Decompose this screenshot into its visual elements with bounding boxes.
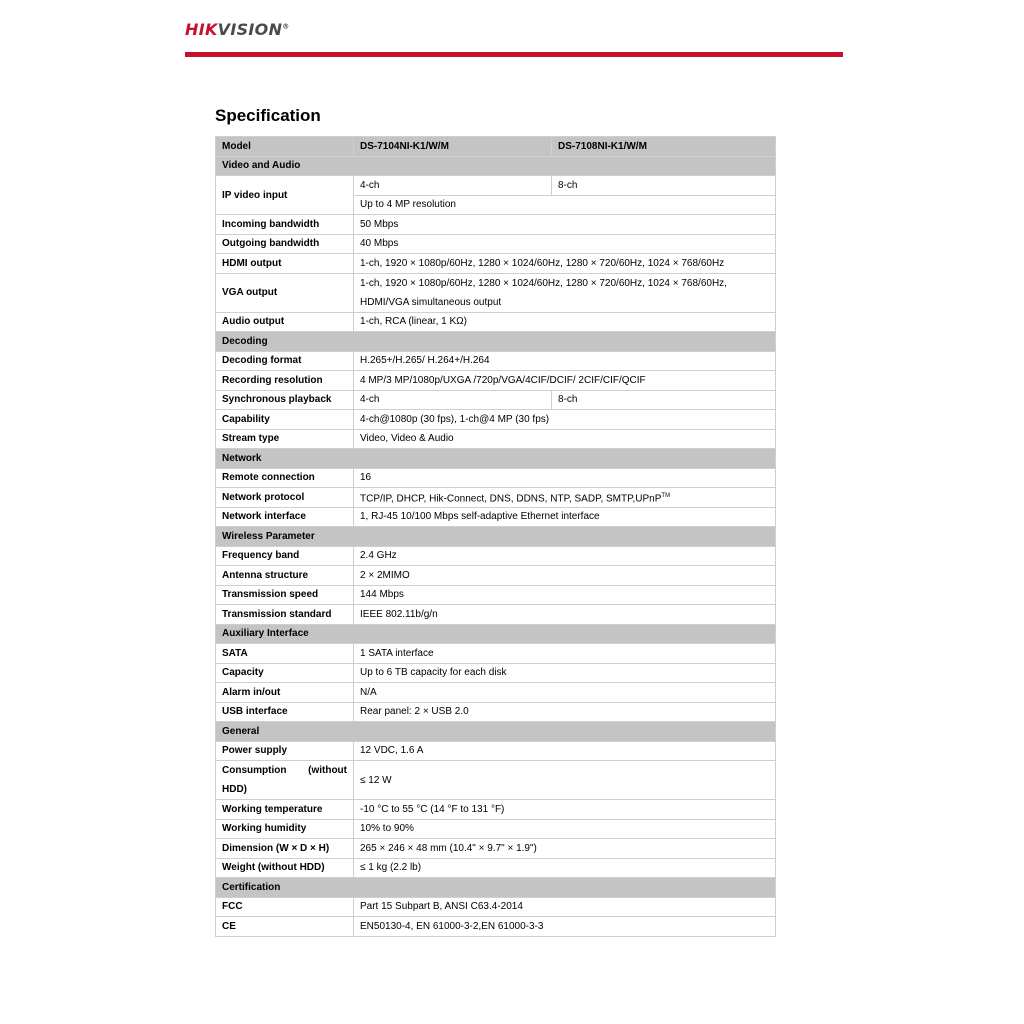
row-value-b: 8-ch xyxy=(552,176,776,196)
table-header-row xyxy=(216,137,776,157)
row-value: 12 VDC, 1.6 A xyxy=(354,741,776,761)
row-label: CE xyxy=(216,917,354,937)
table-row xyxy=(216,897,776,917)
table-row xyxy=(216,254,776,274)
row-value: Rear panel: 2 × USB 2.0 xyxy=(354,702,776,722)
table-row xyxy=(216,390,776,410)
section-title: Wireless Parameter xyxy=(216,527,776,547)
row-value: ≤ 12 W xyxy=(354,761,776,800)
table-row xyxy=(216,215,776,235)
row-label: Stream type xyxy=(216,429,354,449)
row-label: Network interface xyxy=(216,507,354,527)
row-value: Video, Video & Audio xyxy=(354,429,776,449)
section-title: Auxiliary Interface xyxy=(216,624,776,644)
row-value-text: TCP/IP, DHCP, Hik-Connect, DNS, DDNS, NTP, SADP, SMTP,UPnP xyxy=(360,492,662,504)
row-value xyxy=(354,488,776,508)
table-row xyxy=(216,800,776,820)
table-row xyxy=(216,410,776,430)
section-title: Certification xyxy=(216,878,776,898)
row-label: Incoming bandwidth xyxy=(216,215,354,235)
table-row xyxy=(216,644,776,664)
table-row xyxy=(216,234,776,254)
table-row xyxy=(216,488,776,508)
section-row xyxy=(216,332,776,352)
row-label: HDMI output xyxy=(216,254,354,274)
table-row xyxy=(216,546,776,566)
row-label: Transmission standard xyxy=(216,605,354,625)
row-label: Dimension (W × D × H) xyxy=(216,839,354,859)
row-value-a: 4-ch xyxy=(354,390,552,410)
section-row xyxy=(216,527,776,547)
page-title: Specification xyxy=(215,106,321,125)
table-row xyxy=(216,605,776,625)
section-title: Network xyxy=(216,449,776,469)
table-row xyxy=(216,702,776,722)
table-row xyxy=(216,741,776,761)
section-row xyxy=(216,878,776,898)
row-label-word: Consumption xyxy=(222,765,287,776)
row-label-line: HDD) xyxy=(222,784,247,795)
row-label: Capability xyxy=(216,410,354,430)
section-row xyxy=(216,449,776,469)
section-title: Video and Audio xyxy=(216,156,776,176)
row-label: Working humidity xyxy=(216,819,354,839)
model-b-header: DS-7108NI-K1/W/M xyxy=(552,137,776,157)
specification-table xyxy=(215,136,776,937)
row-label: Network protocol xyxy=(216,488,354,508)
row-label: VGA output xyxy=(216,273,354,312)
row-value-line: 1-ch, 1920 × 1080p/60Hz, 1280 × 1024/60Hz, 1280 × 720/60Hz, 1024 × 768/60Hz, xyxy=(360,277,727,289)
row-value: Up to 4 MP resolution xyxy=(354,195,776,215)
table-row xyxy=(216,683,776,703)
row-label: Antenna structure xyxy=(216,566,354,586)
row-label: Power supply xyxy=(216,741,354,761)
row-label: SATA xyxy=(216,644,354,664)
row-value: N/A xyxy=(354,683,776,703)
table-row xyxy=(216,429,776,449)
row-value: Up to 6 TB capacity for each disk xyxy=(354,663,776,683)
section-row xyxy=(216,624,776,644)
row-label: USB interface xyxy=(216,702,354,722)
row-label-word: (without xyxy=(308,765,347,776)
row-label: Recording resolution xyxy=(216,371,354,391)
row-value: Part 15 Subpart B, ANSI C63.4-2014 xyxy=(354,897,776,917)
table-row xyxy=(216,176,776,196)
section-row xyxy=(216,156,776,176)
row-value: 4 MP/3 MP/1080p/UXGA /720p/VGA/4CIF/DCIF/ 2CIF/CIF/QCIF xyxy=(354,371,776,391)
table-row xyxy=(216,585,776,605)
row-label: IP video input xyxy=(216,176,354,215)
row-value: ≤ 1 kg (2.2 lb) xyxy=(354,858,776,878)
table-row xyxy=(216,371,776,391)
row-value: 50 Mbps xyxy=(354,215,776,235)
row-label: Synchronous playback xyxy=(216,390,354,410)
row-value-b: 8-ch xyxy=(552,390,776,410)
table-row xyxy=(216,273,776,312)
row-value: 4-ch@1080p (30 fps), 1-ch@4 MP (30 fps) xyxy=(354,410,776,430)
row-label: Weight (without HDD) xyxy=(216,858,354,878)
row-value: 16 xyxy=(354,468,776,488)
hikvision-logo: HIKVISION® xyxy=(185,20,290,39)
table-row xyxy=(216,761,776,800)
section-row xyxy=(216,722,776,742)
row-value: 2.4 GHz xyxy=(354,546,776,566)
row-value: 1-ch, 1920 × 1080p/60Hz, 1280 × 1024/60Hz, 1280 × 720/60Hz, 1024 × 768/60Hz xyxy=(354,254,776,274)
row-value: 10% to 90% xyxy=(354,819,776,839)
row-label: Capacity xyxy=(216,663,354,683)
row-value xyxy=(354,273,776,312)
table-row xyxy=(216,917,776,937)
row-value: IEEE 802.11b/g/n xyxy=(354,605,776,625)
row-value: 2 × 2MIMO xyxy=(354,566,776,586)
table-row xyxy=(216,468,776,488)
section-title: General xyxy=(216,722,776,742)
table-row xyxy=(216,312,776,332)
row-label-line xyxy=(222,761,347,780)
row-value: EN50130-4, EN 61000-3-2,EN 61000-3-3 xyxy=(354,917,776,937)
table-row xyxy=(216,839,776,859)
table-row xyxy=(216,351,776,371)
row-value: 1 SATA interface xyxy=(354,644,776,664)
row-value: 40 Mbps xyxy=(354,234,776,254)
table-row xyxy=(216,663,776,683)
trademark-mark: TM xyxy=(661,492,671,499)
row-value-a: 4-ch xyxy=(354,176,552,196)
table-row xyxy=(216,507,776,527)
row-label xyxy=(216,761,354,800)
row-label: Remote connection xyxy=(216,468,354,488)
table-row xyxy=(216,819,776,839)
row-value: 1-ch, RCA (linear, 1 KΩ) xyxy=(354,312,776,332)
table-row xyxy=(216,858,776,878)
row-value-line: HDMI/VGA simultaneous output xyxy=(360,296,502,308)
row-value: H.265+/H.265/ H.264+/H.264 xyxy=(354,351,776,371)
row-value: 265 × 246 × 48 mm (10.4" × 9.7" × 1.9") xyxy=(354,839,776,859)
row-label: Outgoing bandwidth xyxy=(216,234,354,254)
row-label: Frequency band xyxy=(216,546,354,566)
row-value: 144 Mbps xyxy=(354,585,776,605)
row-label: Transmission speed xyxy=(216,585,354,605)
header-red-rule xyxy=(185,52,843,57)
row-label: Alarm in/out xyxy=(216,683,354,703)
model-header: Model xyxy=(216,137,354,157)
row-value: 1, RJ-45 10/100 Mbps self-adaptive Ethernet interface xyxy=(354,507,776,527)
row-label: Working temperature xyxy=(216,800,354,820)
table-row xyxy=(216,566,776,586)
row-label: FCC xyxy=(216,897,354,917)
model-a-header: DS-7104NI-K1/W/M xyxy=(354,137,552,157)
row-label: Decoding format xyxy=(216,351,354,371)
section-title: Decoding xyxy=(216,332,776,352)
row-value: -10 °C to 55 °C (14 °F to 131 °F) xyxy=(354,800,776,820)
row-label: Audio output xyxy=(216,312,354,332)
